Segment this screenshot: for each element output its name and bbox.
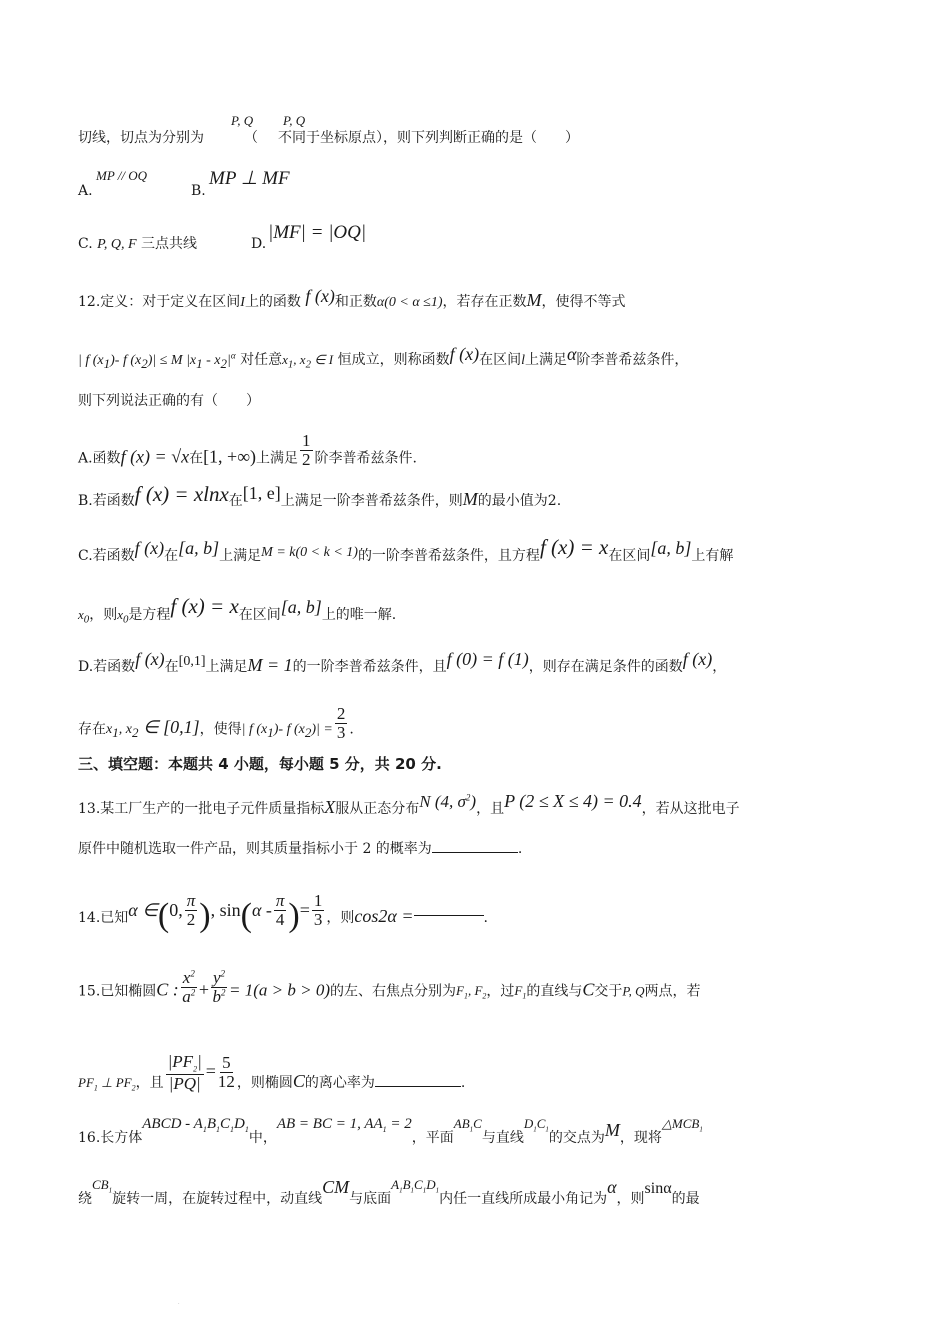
q13-post: ，若从这批电子 [641, 801, 740, 817]
q12-line2-t2: 恒成立，则称函数 [337, 352, 450, 368]
q11-line1-post: 不同于坐标原点），则下列判断正确的是（ ） [278, 130, 579, 146]
q16-alpha: α [607, 1177, 617, 1197]
q12-optD-line2 [78, 704, 354, 748]
q13-end: . [517, 841, 523, 857]
footer-dot: . [178, 1300, 180, 1306]
q12-optB-post1: 上满足一阶李普希兹条件，则 [280, 493, 463, 509]
q12-optA-in: 在 [189, 450, 204, 467]
q13-mid2: ，且 [476, 801, 505, 817]
q14-lparen: ( [157, 897, 170, 934]
q12-line1 [78, 286, 626, 310]
q14-pre: 14.已知 [78, 910, 129, 926]
q12-optA [78, 431, 417, 477]
q12-line2-alpha: α [566, 344, 577, 364]
q12-line2-t5: 阶李普希兹条件， [576, 352, 689, 368]
q12-optC-in2: 在区间 [608, 548, 651, 564]
q16-t5: ，现将 [619, 1130, 662, 1146]
q12-optB-in: 在 [228, 493, 243, 509]
q12-optC2-interval: [a, b] [280, 597, 322, 617]
q16-t3: 与直线 [481, 1130, 524, 1146]
q16-base: $A_1B_1C_1D_1$ [391, 1177, 440, 1195]
q16-line2-t5: 的最 [671, 1191, 700, 1207]
q16-line2-t2: 与底面 [349, 1191, 392, 1207]
q12-optC2-post: 上的唯一解. [321, 607, 397, 623]
q16-line: $D_1C_1$ [523, 1116, 549, 1134]
q12-optA-post: 阶李普希兹条件. [314, 450, 417, 467]
q11-pq-label-2: P, Q [283, 113, 306, 128]
q12-optD-in: 在 [164, 659, 179, 675]
q12-optD2-x12: $x_1$, $x_2$ ∈ [0,1] [106, 717, 200, 741]
q13-line2-text: 原件中随机选取一件产品，则其质量指标小于 2 的概率为 [78, 841, 432, 857]
q16-M: M [604, 1120, 620, 1140]
q14-line [78, 890, 488, 936]
q12-optC-in: 在 [164, 548, 179, 564]
q12-optC-f: f (x) [134, 538, 165, 558]
q11-optD [251, 237, 266, 251]
q12-optC-x0: $x_0$ [78, 607, 90, 626]
q12-line1-post: ，使得不等式 [541, 294, 626, 310]
q12-line2-l: l [521, 353, 525, 368]
q15-line2-C: C [292, 1070, 305, 1091]
q12-optD-interval: [0,1] [178, 654, 206, 669]
q12-line1-mid3: ，若存在正数 [442, 294, 527, 310]
q12-line2-t1: 对任意 [240, 352, 283, 368]
q12-optD-post1: 的一阶李普希兹条件，且 [292, 659, 447, 675]
q13-line1 [78, 791, 740, 817]
q15-t1: 的左、右焦点分别为 [330, 983, 457, 1000]
q12-optA-f: f (x) = √x [120, 446, 190, 467]
q12-x12: $x_1$, $x_2$ ∈ I [282, 352, 334, 371]
q12-optB-M: M [462, 489, 478, 509]
q12-optA-sat: 上满足 [256, 450, 299, 467]
q15-plus: + [198, 979, 209, 1000]
q15-cond: = 1(a > b > 0) [229, 980, 331, 1000]
q14-end: . [483, 910, 488, 926]
q14-lparen2: ( [240, 897, 252, 934]
q12-optC2-t1: ，则 [89, 607, 118, 623]
q14-answer-blank[interactable] [414, 915, 484, 916]
q12-optD2-frac: $\frac{2}{3}$ [336, 704, 346, 742]
q12-optD2-abs: | f $(x_1)-$ f $(x_2)|$ = [241, 722, 333, 741]
q12-optD-post2: ，则存在满足条件的函数 [528, 659, 683, 675]
q14-frac-pi4: $\frac{\pi}{4}$ [275, 890, 285, 929]
q14-alpha-in: α ∈ [128, 900, 158, 920]
q12-optD-cond: f (0) = f (1) [446, 649, 529, 669]
q11-optA-math: MP // OQ [96, 168, 148, 183]
q12-optD-M1: M = 1 [247, 655, 293, 675]
q12-optD-sat: 上满足 [205, 659, 248, 675]
q16-line2-t4: ，则 [616, 1191, 645, 1207]
q16-cb: $CB_1$ [92, 1177, 113, 1195]
q12-optC-x0b: $x_0$ [117, 607, 129, 626]
q13-line2 [78, 842, 522, 856]
q14-rparen: ) [199, 897, 211, 934]
q11-optB [191, 184, 206, 198]
q15-eq: = [205, 1060, 216, 1081]
q11-optB-label: B. [191, 183, 206, 199]
q16-pre: 16.长方体 [78, 1130, 143, 1146]
q12-optD2-pre: 存在 [78, 721, 106, 738]
q11-line1-pre: 切线，切点为分别为 [78, 130, 204, 146]
q16-line2-t1: 旋转一周，在旋转过程中，动直线 [112, 1191, 323, 1207]
q15-line2-t3: 的离心率为 [304, 1074, 375, 1091]
q15-C2: C [582, 979, 595, 1000]
q16-line1 [78, 1116, 703, 1148]
q12-optC-interval2: [a, b] [650, 538, 692, 558]
q12-line2-fx: f (x) [449, 344, 480, 364]
q12-optC2-in: 在区间 [238, 607, 281, 623]
q12-alpha-cond: α(0 < α ≤1) [376, 295, 443, 310]
q11-paren: （ [244, 130, 258, 146]
q13-pre: 13.某工厂生产的一批电子元件质量指标 [78, 801, 325, 817]
q12-line2-t3: 在区间 [479, 352, 522, 368]
q12-line1-mid2: 和正数 [334, 294, 377, 310]
q15-frac-y: $\frac{y^2}{b^2}$ [212, 968, 226, 1006]
q11-optA-label: A. [78, 183, 93, 199]
q12-optC-post2: 上有解 [691, 548, 734, 564]
q14-rparen2: ) [288, 897, 300, 934]
q16-line2-t3: 内任一直线所成最小角记为 [439, 1191, 608, 1207]
q11-optC [78, 237, 197, 252]
q14-sin: , sin [210, 900, 241, 920]
q14-post: ，则 [326, 910, 355, 926]
q15-frac-pf: $\frac{|PF_2|}{|PQ|}$ [167, 1052, 202, 1093]
q14-frac-13: $\frac{1}{3}$ [313, 890, 323, 929]
q12-optB-interval: [1, e] [242, 483, 281, 503]
section3-heading: 三、填空题：本题共 4 小题，每小题 5 分，共 20 分. [78, 755, 442, 773]
q12-optB-f: f (x) = xlnx [134, 482, 229, 506]
q12-optC-interval: [a, b] [178, 538, 220, 558]
q13-X: X [324, 797, 336, 817]
q12-ineq: | f $(x_1)-$ f $(x_2)| \le M$ $|x_1 - x_2|^\alpha$ [78, 350, 236, 371]
q16-sin: sinα [644, 1180, 672, 1197]
q13-P: P (2 ≤ X ≤ 4) = 0.4 [504, 791, 642, 811]
q16-t4: 的交点为 [548, 1130, 605, 1146]
q13-mid: 服从正态分布 [335, 801, 420, 817]
q12-optD-line1 [78, 649, 727, 675]
q14-cos: cos2α = [354, 906, 414, 926]
q15-line2-t2: ，则椭圆 [236, 1074, 293, 1091]
q11-optB-math: MP ⊥ MF [209, 168, 290, 189]
q12-optD-f: f (x) [135, 649, 165, 669]
q11-line1 [78, 131, 579, 145]
q12-optC2-t2: 是方程 [128, 607, 171, 623]
q11-pq-label-1: P, Q [231, 113, 254, 128]
q15-t3: 的直线与 [526, 983, 583, 1000]
q12-line1-mid1: 上的函数 [244, 294, 301, 310]
q12-optC-line1 [78, 535, 734, 564]
q12-interval-I: I [240, 295, 245, 310]
q13-answer-blank[interactable] [432, 852, 518, 853]
q11-optD-label: D. [251, 236, 267, 252]
q14-eq: = [299, 900, 310, 920]
q12-optC-pre: C.若函数 [78, 548, 135, 564]
q11-optC-label: C. [78, 236, 93, 252]
q11-optD-math: |MF| = |OQ| [268, 222, 367, 243]
q12-optC-eq: f (x) = x [539, 535, 609, 559]
q12-fx: f (x) [305, 286, 335, 306]
q12-line3: 则下列说法正确的有（ ） [78, 393, 260, 409]
q12-optD2-t: ，使得 [199, 721, 242, 738]
q12-M: M [526, 290, 542, 310]
q15-perp: $PF_1$ ⊥ $PF_2$ [78, 1074, 136, 1093]
q11-optC-math: P, Q, F [97, 237, 137, 252]
q11-optA [78, 184, 93, 198]
q15-C: C : [156, 979, 179, 1000]
q15-line2-t1: ，且 [135, 1074, 164, 1091]
q16-line2-pre: 绕 [78, 1191, 92, 1207]
q15-pre: 15.已知椭圆 [78, 983, 157, 1000]
q12-optB-post2: 的最小值为2. [477, 493, 562, 509]
q15-F12: $F_1$, $F_2$ [456, 983, 487, 1001]
q15-t2: ，过 [486, 983, 515, 1000]
q16-tri: $\triangle MCB_1$ [661, 1116, 703, 1134]
q12-optD-comma: ， [712, 659, 727, 675]
q15-t4: 交于 [594, 983, 623, 1000]
q16-cond: AB = BC = 1, $AA_1 = 2$ [276, 1116, 412, 1134]
q15-t5: 两点，若 [644, 983, 701, 1000]
q15-PQ: P, Q [622, 983, 645, 999]
q12-optC-Mk: M = k(0 < k < 1) [261, 545, 358, 560]
q15-end: . [460, 1074, 466, 1091]
q12-optC2-eq: f (x) = x [170, 594, 239, 618]
q15-frac-x: $\frac{x^2}{a^2}$ [182, 968, 196, 1006]
q15-F1: $F_1$ [514, 983, 527, 1001]
q16-plane: $AB_1C$ [453, 1116, 482, 1134]
q12-optC-post1: 的一阶李普希兹条件，且方程 [357, 548, 540, 564]
q15-answer-blank[interactable] [375, 1086, 461, 1087]
q12-optB-pre: B.若函数 [78, 493, 135, 509]
q12-optB [78, 482, 562, 509]
q12-optC-sat: 上满足 [219, 548, 262, 564]
q12-optD2-end: . [349, 721, 354, 738]
q15-line2 [78, 1052, 466, 1103]
q13-N: N (4, $\sigma^2$) [419, 792, 477, 811]
q16-t2: ，平面 [411, 1130, 454, 1146]
q12-optD-f2: f (x) [682, 649, 713, 669]
q12-optA-pre: A.函数 [78, 450, 121, 467]
q12-optC-line2 [78, 594, 397, 626]
q16-CM: CM [322, 1177, 350, 1197]
q12-optA-interval: [1, +∞) [203, 446, 257, 467]
q14-frac-pi2: $\frac{\pi}{2}$ [186, 890, 196, 929]
q14-zero: 0, [169, 900, 183, 920]
q16-box: ABCD - $A_1B_1C_1D_1$ [142, 1116, 249, 1134]
q12-optA-frac: $\frac{1}{2}$ [302, 431, 311, 469]
q16-line2 [78, 1177, 700, 1209]
q12-optD-pre: D.若函数 [78, 659, 136, 675]
q12-line2 [78, 344, 689, 371]
q11-optC-text: 三点共线 [141, 236, 197, 252]
q15-line1 [78, 968, 701, 1010]
q14-alpha-minus: α - [251, 900, 272, 920]
q12-line2-t4: 上满足 [524, 352, 567, 368]
q16-t1: 中， [248, 1130, 277, 1146]
q15-frac-512: $\frac{5}{12}$ [217, 1053, 235, 1092]
q12-line1-pre: 12.定义：对于定义在区间 [78, 294, 241, 310]
